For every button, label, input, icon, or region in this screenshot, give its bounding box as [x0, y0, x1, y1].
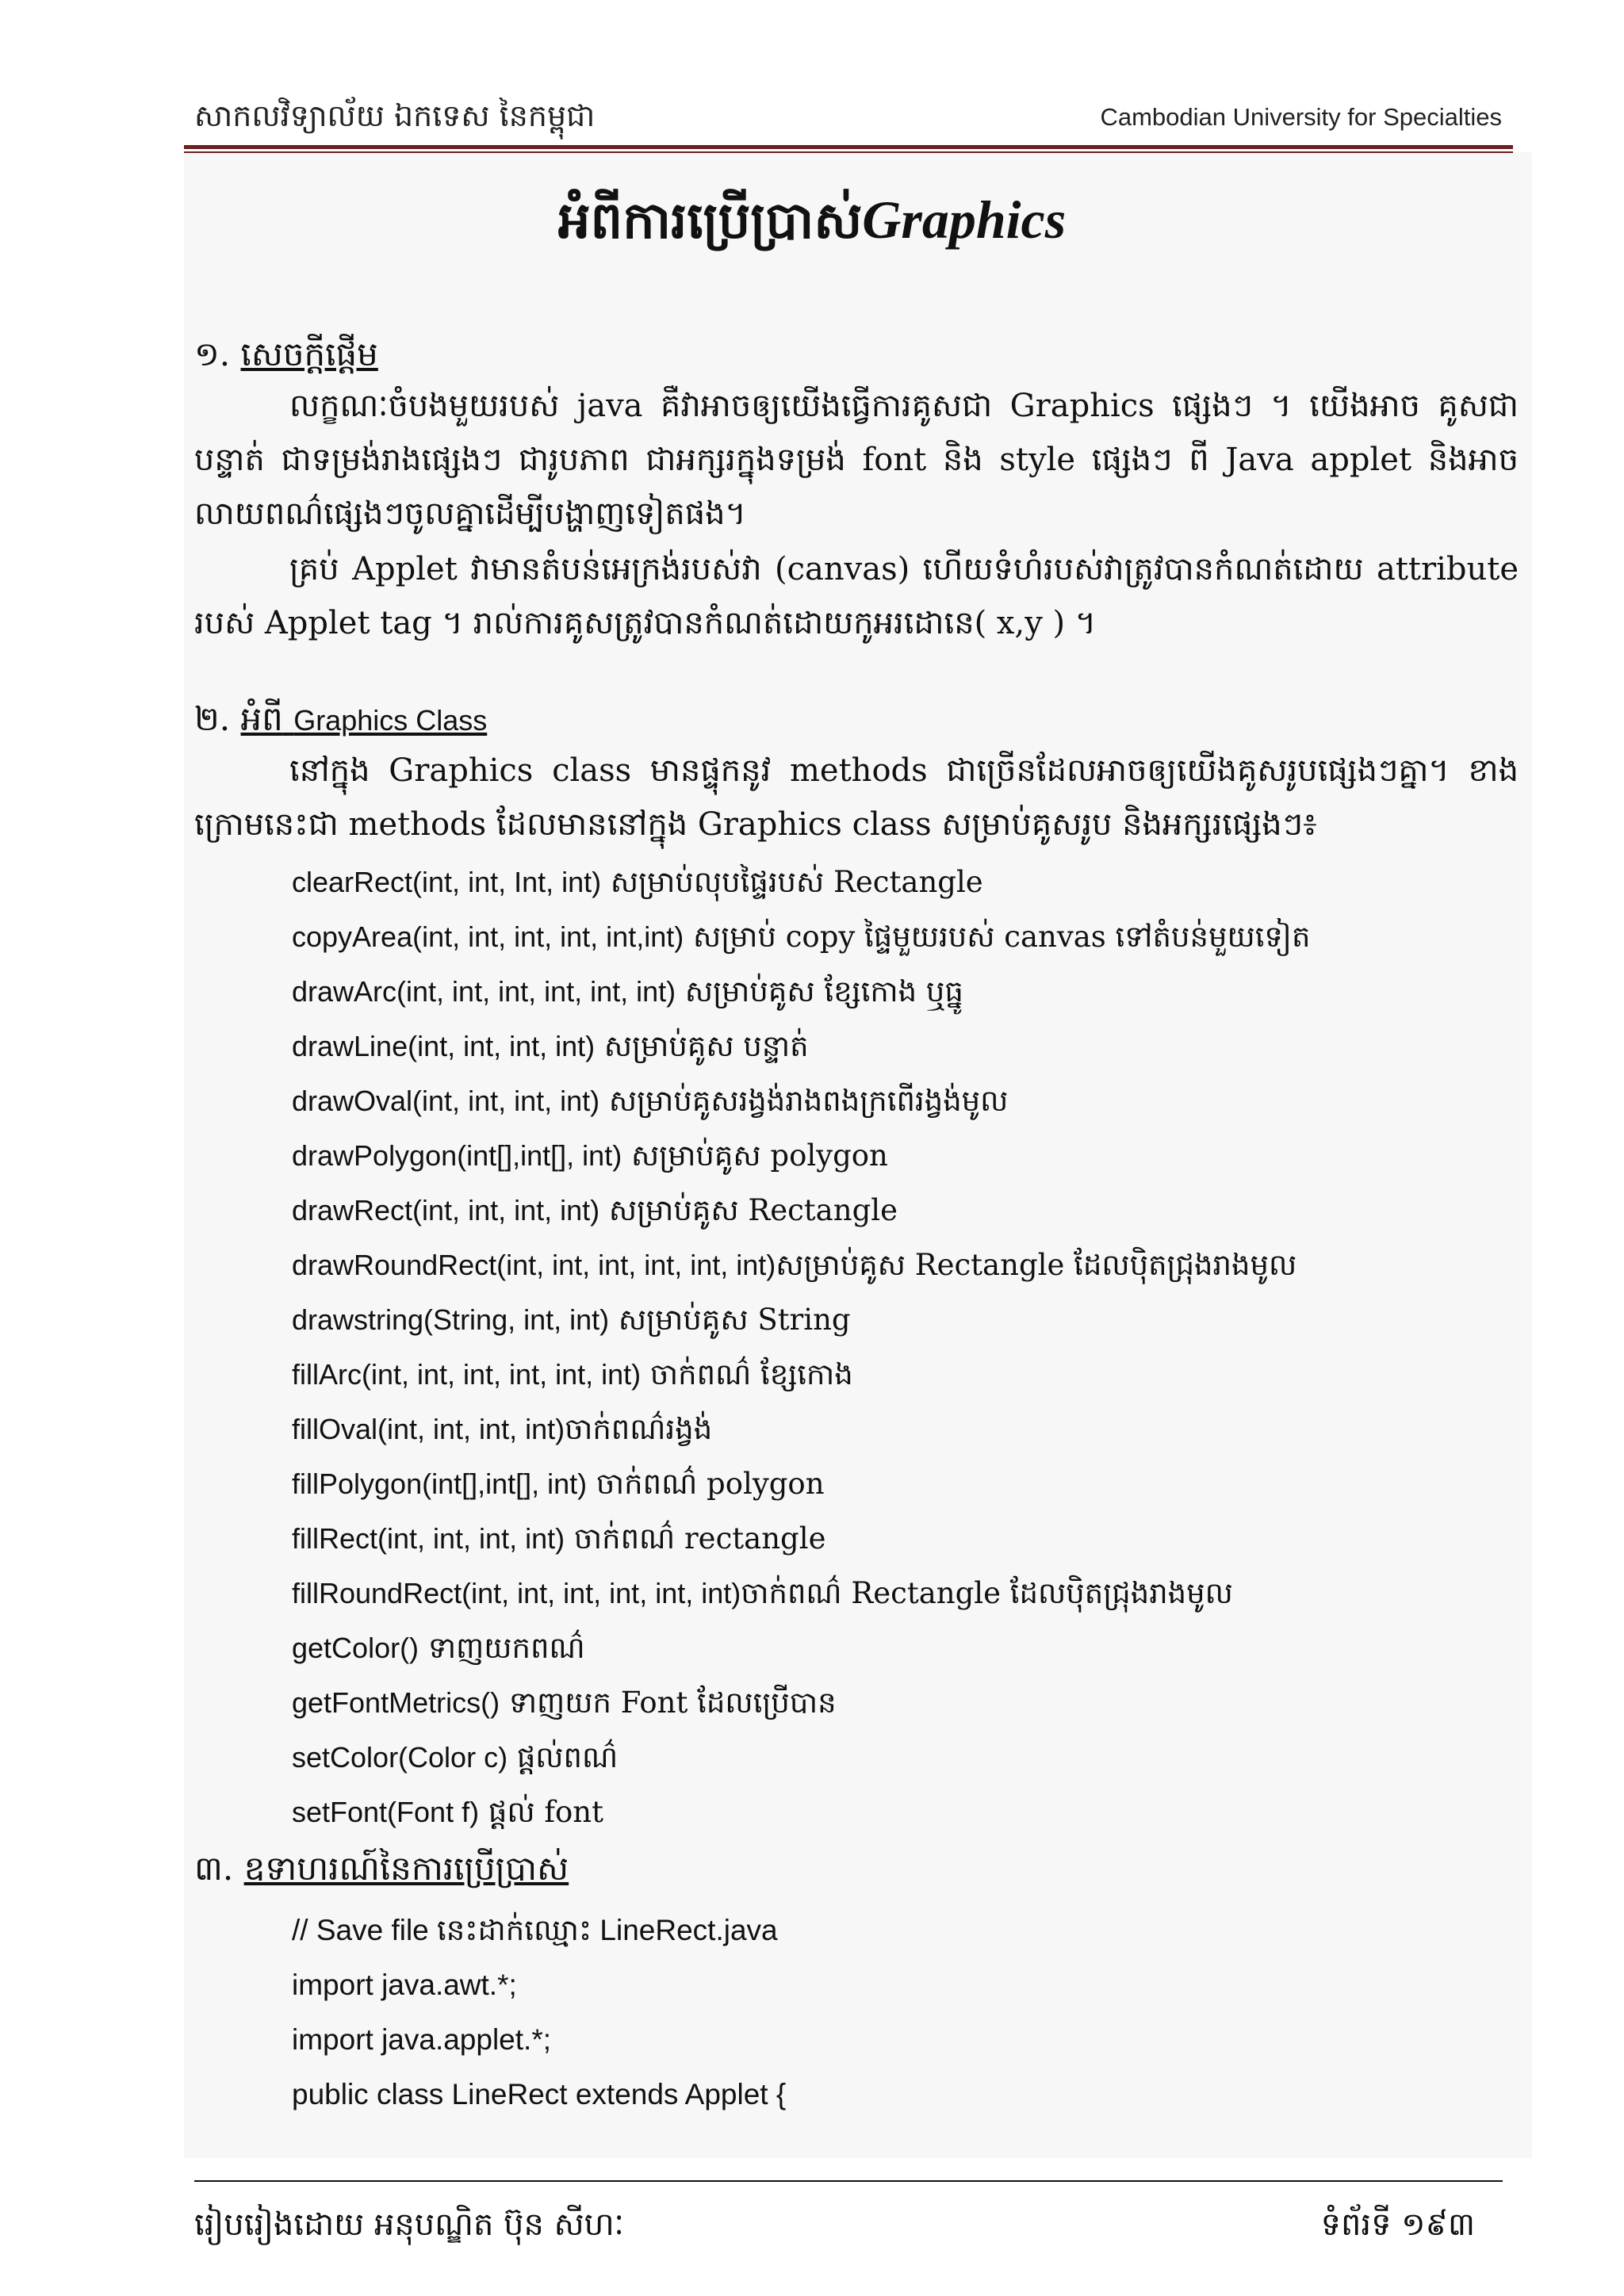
- method-signature: drawArc(int, int, int, int, int, int): [292, 975, 676, 1008]
- method-item: [292, 1730, 1529, 1785]
- code-line: [292, 1903, 786, 1957]
- method-signature: getColor(): [292, 1632, 419, 1664]
- method-signature: fillPolygon(int[],int[], int): [292, 1468, 588, 1500]
- method-description: សម្រាប់គូស String: [609, 1303, 851, 1337]
- section-1-paragraph-2: គ្រប់ Applet វាមានតំបន់អេក្រង់របស់វា (canvas) ហើយទំហំរបស់វាត្រូវបានកំណត់ដោយ attribute របស់ Applet tag ។ រាល់ការគូសត្រូវបានកំណត់ដោយកូអរដោនេ( x,y ) ។: [194, 551, 1519, 641]
- method-item: [292, 1073, 1529, 1128]
- footer-page-number: ទំព័រទី ១៩៣: [1320, 2206, 1475, 2243]
- method-description: សម្រាប់គូស បន្ទាត់: [595, 1029, 809, 1063]
- method-signature: drawPolygon(int[],int[], int): [292, 1139, 622, 1172]
- footer-author: រៀបរៀងដោយ អនុបណ្ឌិត ប៊ុន សីហៈ: [194, 2206, 624, 2243]
- graphics-method-list: [292, 855, 1529, 1839]
- method-item: [292, 855, 1529, 909]
- method-signature: getFontMetrics(): [292, 1686, 500, 1719]
- header-university-khmer: សាកលវិទ្យាល័យ ឯកទេស នៃកម្ពុជា: [194, 98, 596, 133]
- method-signature: drawRoundRect(int, int, int, int, int, int): [292, 1249, 776, 1281]
- header-rule-thick: [184, 145, 1513, 149]
- code-line-kh: នេះដាក់ឈ្មោះ: [437, 1913, 592, 1947]
- method-item: [292, 1292, 1529, 1347]
- section-3-heading: [194, 1847, 569, 1896]
- method-signature: fillRect(int, int, int, int): [292, 1522, 565, 1555]
- method-item: [292, 909, 1529, 964]
- method-description: សម្រាប់គូស ខ្សែកោង ឬធ្នូ: [676, 974, 963, 1008]
- code-line-pre: import java.applet.*;: [292, 2023, 552, 2056]
- method-description: សម្រាប់គូសរង្វង់រាងពងក្រពើរង្វង់មូល: [599, 1084, 1009, 1118]
- method-description: សម្រាប់គូស Rectangle ដែលប៉ិតជ្រុងរាងមូល: [776, 1248, 1297, 1282]
- section-2-number: ២.: [194, 699, 231, 738]
- method-description: សម្រាប់លុបផ្ទៃរបស់ Rectangle: [601, 865, 983, 899]
- method-item: [292, 1019, 1529, 1073]
- method-description: ចាក់ពណ៌ Rectangle ដែលប៉ិតជ្រុងរាងមូល: [741, 1576, 1233, 1610]
- code-line: [292, 2012, 786, 2067]
- method-signature: setFont(Font f): [292, 1796, 480, 1828]
- method-signature: clearRect(int, int, Int, int): [292, 866, 602, 898]
- method-item: [292, 1402, 1529, 1456]
- method-item: [292, 1511, 1529, 1566]
- method-signature: copyArea(int, int, int, int, int,int): [292, 920, 684, 953]
- section-1-heading: [194, 333, 378, 382]
- section-1-title: សេចក្តីផ្តើម: [240, 335, 378, 373]
- page-title-latin: Graphics: [862, 189, 1067, 250]
- method-item: [292, 1566, 1529, 1621]
- method-description: ចាក់ពណ៌ rectangle: [565, 1521, 826, 1556]
- code-line: [292, 1957, 786, 2012]
- method-signature: drawRect(int, int, int, int): [292, 1194, 600, 1226]
- code-line: [292, 2067, 786, 2122]
- method-item: [292, 1785, 1529, 1839]
- method-description: ទាញយក Font ដែលប្រើបាន: [500, 1686, 837, 1720]
- code-line-post: LineRect.java: [592, 1914, 778, 1946]
- method-signature: drawstring(String, int, int): [292, 1303, 610, 1336]
- header-university-english: Cambodian University for Specialties: [1100, 103, 1502, 131]
- section-3-title: ឧទាហរណ៍នៃការប្រើប្រាស់: [243, 1849, 569, 1888]
- code-line-pre: import java.awt.*;: [292, 1969, 517, 2001]
- section-2-intro: នៅក្នុង Graphics class មានផ្ទុកនូវ methods ជាច្រើនដែលអាចឲ្យយើងគូសរូបផ្សេងៗគ្នា។ ខាងក្រោមនេះជា methods ដែលមាននៅក្នុង Graphics class សម្រាប់គូសរូប និងអក្សរផ្សេងៗ៖: [194, 752, 1519, 843]
- method-signature: setColor(Color c): [292, 1741, 508, 1774]
- method-description: ចាក់ពណ៌ ខ្សែកោង: [641, 1357, 853, 1391]
- method-item: [292, 1183, 1529, 1238]
- method-item: [292, 964, 1529, 1019]
- method-item: [292, 1621, 1529, 1675]
- method-signature: fillRoundRect(int, int, int, int, int, int): [292, 1577, 741, 1609]
- method-item: [292, 1128, 1529, 1183]
- method-description: សម្រាប់គូស polygon: [622, 1138, 888, 1173]
- header-rule-thin: [184, 151, 1513, 153]
- method-description: ផ្តល់ font: [479, 1795, 603, 1829]
- page-title-khmer: អំពីការប្រើប្រាស់: [557, 191, 863, 251]
- method-signature: fillArc(int, int, int, int, int, int): [292, 1358, 642, 1391]
- section-2-heading: [194, 698, 487, 747]
- section-2-title-latin: Graphics Class: [293, 704, 488, 737]
- section-1-paragraph-1: លក្ខណៈចំបងមួយរបស់ java គឺវាអាចឲ្យយើងធ្វើការគូសជា Graphics ផ្សេងៗ ។ យើងអាច គូសជាបន្ទាត់ ជាទម្រង់រាងផ្សេងៗ ជារូបភាព ជាអក្សរក្នុងទម្រង់ font និង style ផ្សេងៗ ពី Java applet និងអាចលាយពណ៌ផ្សេងៗចូលគ្នាដើម្បីបង្ហាញទៀតផង។: [194, 388, 1519, 532]
- method-description: សម្រាប់គូស Rectangle: [599, 1193, 898, 1227]
- footer-rule: [194, 2180, 1503, 2182]
- method-description: សម្រាប់ copy ផ្ទៃមួយរបស់ canvas ទៅតំបន់មួយទៀត: [684, 920, 1311, 954]
- code-line-pre: public class LineRect extends Applet {: [292, 2078, 787, 2110]
- page-title: [0, 189, 1624, 263]
- method-description: ទាញយកពណ៌: [419, 1631, 585, 1665]
- method-item: [292, 1238, 1529, 1292]
- method-description: ផ្តល់ពណ៌: [508, 1740, 619, 1774]
- method-item: [292, 1675, 1529, 1730]
- code-line-pre: // Save file: [292, 1914, 438, 1946]
- method-item: [292, 1456, 1529, 1511]
- method-item: [292, 1347, 1529, 1402]
- method-signature: drawLine(int, int, int, int): [292, 1030, 596, 1062]
- section-3-number: ៣.: [194, 1849, 234, 1888]
- method-description: ចាក់ពណ៌ polygon: [587, 1467, 825, 1501]
- code-example: [292, 1903, 786, 2122]
- method-signature: drawOval(int, int, int, int): [292, 1085, 600, 1117]
- method-signature: fillOval(int, int, int, int): [292, 1413, 565, 1445]
- section-1-number: ១.: [194, 335, 231, 373]
- method-description: ចាក់ពណ៌រង្វង់: [565, 1412, 713, 1446]
- section-2-title-khmer: អំពី: [240, 699, 283, 738]
